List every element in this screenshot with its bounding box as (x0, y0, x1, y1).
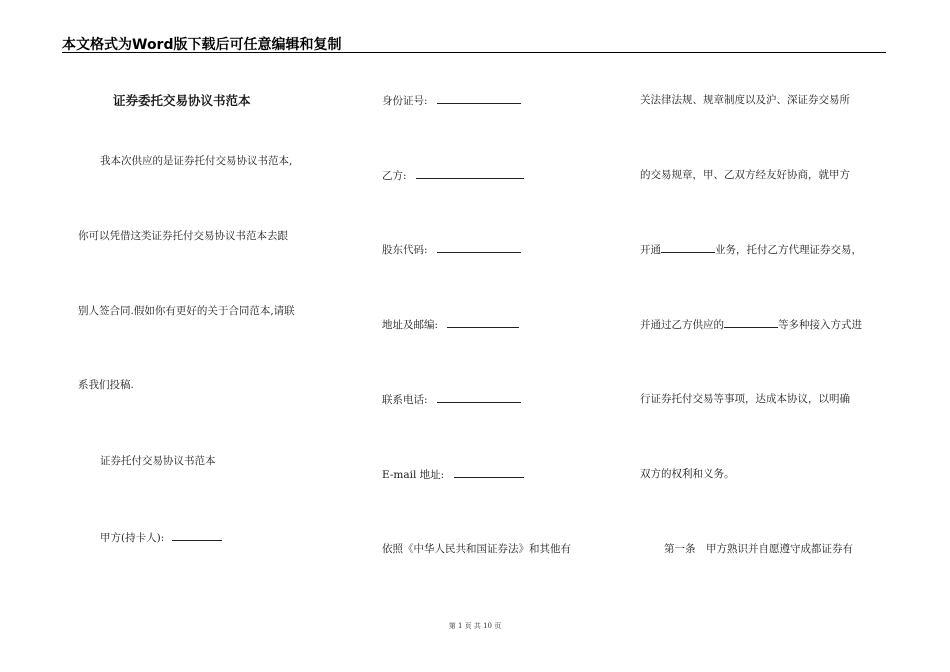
body-line-4-end: 等多种接入方式进 (778, 319, 862, 331)
document-title: 证券委托交易协议书范本 (113, 93, 251, 108)
party-a-blank (172, 530, 222, 541)
header-divider (62, 52, 886, 53)
intro-line-3: 别人签合同.假如你有更好的关于合同范本,请联 (78, 305, 295, 317)
party-b-field (382, 168, 524, 183)
email-blank (454, 467, 524, 478)
body-line-3 (640, 242, 862, 257)
email-label: E-mail 地址: (382, 469, 445, 481)
body-line-3-start: 开通 (640, 244, 661, 256)
subtitle: 证券托付交易协议书范本 (100, 455, 216, 467)
party-a-field (100, 530, 222, 545)
address-blank (447, 317, 519, 328)
address-field (382, 317, 519, 332)
party-b-blank (416, 168, 524, 179)
service-blank (661, 242, 715, 253)
body-line-5: 行证券托付交易等事项，达成本协议，以明确 (640, 393, 850, 405)
party-b-label: 乙方: (382, 170, 407, 182)
body-line-4-start: 并通过乙方供应的 (640, 319, 724, 331)
shareholder-code-blank (437, 242, 521, 253)
intro-line-1: 我本次供应的是证券托付交易协议书范本, (100, 155, 293, 167)
body-line-2: 的交易规章，甲、乙双方经友好协商，就甲方 (640, 169, 850, 181)
address-label: 地址及邮编: (382, 319, 439, 331)
phone-field (382, 392, 521, 407)
party-a-label: 甲方(持卡人): (100, 532, 165, 544)
id-number-blank (437, 93, 521, 104)
phone-label: 联系电话: (382, 394, 428, 406)
access-method-blank (724, 317, 778, 328)
body-line-1: 关法律法规、规章制度以及沪、深证券交易所 (640, 94, 850, 106)
body-line-6: 双方的权利和义务。 (640, 468, 735, 480)
legal-basis-line: 依照《中华人民共和国证券法》和其他有 (382, 543, 571, 555)
id-number-field (382, 93, 521, 108)
document-header: 本文格式为Word版下载后可任意编辑和复制 (62, 37, 342, 53)
intro-line-4: 系我们投稿. (78, 379, 134, 391)
page-number: 第 1 页 共 10 页 (448, 622, 502, 630)
phone-blank (437, 392, 521, 403)
shareholder-code-label: 股东代码: (382, 244, 428, 256)
id-number-label: 身份证号: (382, 95, 428, 107)
shareholder-code-field (382, 242, 521, 257)
intro-line-2: 你可以凭借这类证券托付交易协议书范本去跟 (78, 230, 288, 242)
body-line-3-end: 业务，托付乙方代理证券交易， (715, 244, 862, 256)
email-field (382, 467, 524, 482)
article-1-line: 第一条 甲方熟识并自愿遵守成都证券有 (664, 543, 853, 555)
body-line-4 (640, 317, 862, 332)
